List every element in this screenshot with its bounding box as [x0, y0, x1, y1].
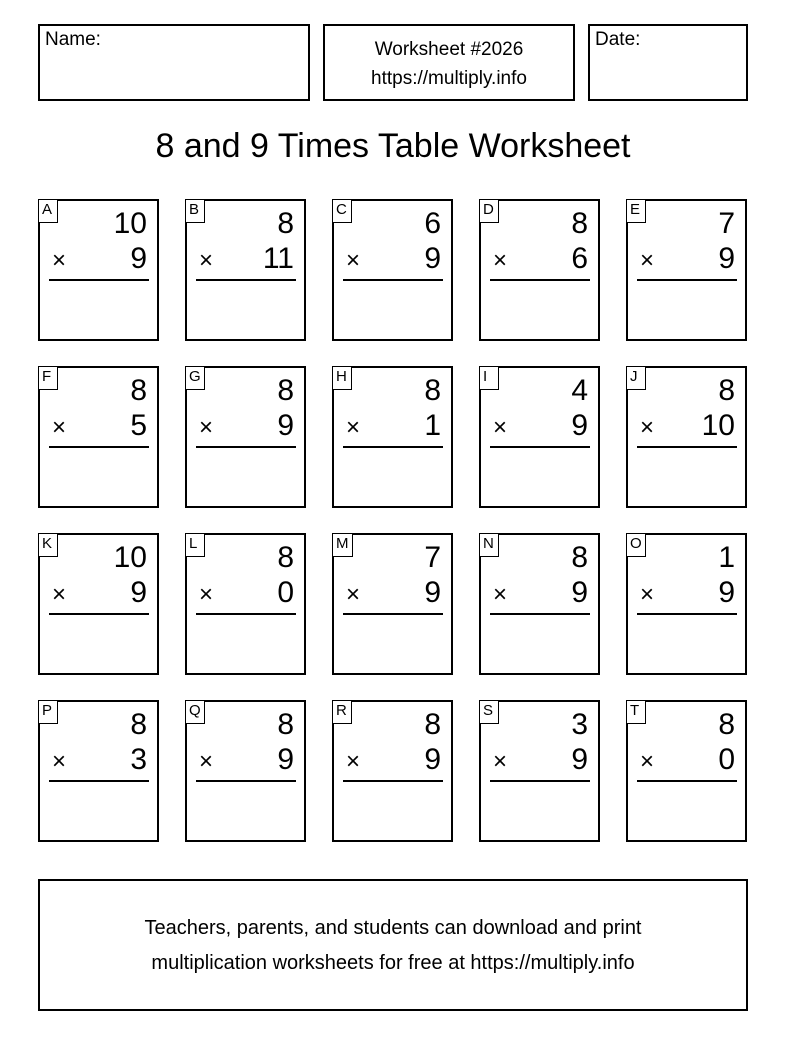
problem-card[interactable]	[332, 366, 453, 508]
multiplier: 0	[277, 576, 294, 609]
multiplier: 9	[571, 409, 588, 442]
multiplicand: 10	[113, 207, 147, 240]
worksheet-url[interactable]: https://multiply.info	[371, 68, 527, 89]
times-sign: ×	[52, 414, 67, 441]
name-field-box[interactable]	[38, 24, 310, 101]
answer-line	[637, 279, 737, 281]
answer-line	[343, 279, 443, 281]
answer-line	[490, 780, 590, 782]
multiplier: 9	[277, 743, 294, 776]
multiplicand: 8	[277, 207, 294, 240]
multiplier: 1	[424, 409, 441, 442]
multiplicand: 8	[130, 374, 147, 407]
times-sign: ×	[346, 247, 361, 274]
multiplier: 9	[130, 242, 147, 275]
multiplicand: 8	[277, 374, 294, 407]
date-field-box[interactable]	[588, 24, 748, 101]
times-sign: ×	[199, 247, 214, 274]
problem-card[interactable]	[38, 199, 159, 341]
times-sign: ×	[493, 748, 508, 775]
answer-line	[343, 613, 443, 615]
problem-letter: H	[332, 366, 352, 390]
problem-letter: G	[185, 366, 205, 390]
multiplier: 9	[571, 743, 588, 776]
multiplier: 0	[718, 743, 735, 776]
multiplier: 9	[718, 242, 735, 275]
times-sign: ×	[346, 748, 361, 775]
answer-line	[490, 279, 590, 281]
multiplier: 11	[262, 242, 294, 275]
problem-letter: A	[38, 199, 58, 223]
problem-card[interactable]	[626, 366, 747, 508]
times-sign: ×	[346, 581, 361, 608]
problem-letter: R	[332, 700, 352, 724]
worksheet-number: Worksheet #2026	[374, 39, 524, 60]
times-sign: ×	[640, 414, 655, 441]
multiplicand: 8	[718, 374, 735, 407]
multiplicand: 8	[718, 708, 735, 741]
times-sign: ×	[52, 748, 67, 775]
problem-card[interactable]	[332, 199, 453, 341]
problem-letter: L	[185, 533, 205, 557]
problem-card[interactable]	[626, 700, 747, 842]
times-sign: ×	[640, 247, 655, 274]
problem-letter: Q	[185, 700, 205, 724]
answer-line	[637, 613, 737, 615]
multiplier: 9	[718, 576, 735, 609]
answer-line	[196, 780, 296, 782]
times-sign: ×	[52, 581, 67, 608]
times-sign: ×	[493, 247, 508, 274]
problem-letter: C	[332, 199, 352, 223]
multiplicand: 8	[424, 708, 441, 741]
problem-letter: T	[626, 700, 646, 724]
page-title: 8 and 9 Times Table Worksheet	[155, 127, 631, 165]
times-sign: ×	[199, 414, 214, 441]
answer-line	[196, 446, 296, 448]
answer-line	[49, 446, 149, 448]
problem-card[interactable]	[185, 199, 306, 341]
footer-line-2: multiplication worksheets for free at https://multiply.info	[151, 952, 635, 974]
problem-letter: O	[626, 533, 646, 557]
problem-card[interactable]	[479, 700, 600, 842]
multiplicand: 7	[424, 541, 441, 574]
times-sign: ×	[640, 748, 655, 775]
problem-card[interactable]	[185, 700, 306, 842]
multiplicand: 8	[424, 374, 441, 407]
answer-line	[49, 279, 149, 281]
problem-letter: P	[38, 700, 58, 724]
problem-letter: D	[479, 199, 499, 223]
name-label: Name:	[45, 29, 101, 50]
answer-line	[49, 780, 149, 782]
problem-card[interactable]	[479, 533, 600, 675]
multiplier: 9	[130, 576, 147, 609]
multiplier: 3	[130, 743, 147, 776]
problem-letter: K	[38, 533, 58, 557]
problem-letter: N	[479, 533, 499, 557]
problem-card[interactable]	[332, 533, 453, 675]
answer-line	[196, 279, 296, 281]
answer-line	[343, 780, 443, 782]
problem-letter: E	[626, 199, 646, 223]
multiplicand: 8	[571, 541, 588, 574]
multiplier: 5	[130, 409, 147, 442]
problem-card[interactable]	[38, 366, 159, 508]
problem-card[interactable]	[479, 199, 600, 341]
problem-card[interactable]	[479, 366, 600, 508]
problem-card[interactable]	[38, 533, 159, 675]
footer-line-1: Teachers, parents, and students can download and print	[144, 917, 642, 939]
problem-card[interactable]	[626, 199, 747, 341]
times-sign: ×	[640, 581, 655, 608]
answer-line	[490, 613, 590, 615]
worksheet-info-box	[323, 24, 575, 101]
problem-card[interactable]	[38, 700, 159, 842]
multiplicand: 8	[277, 708, 294, 741]
multiplicand: 4	[571, 374, 588, 407]
answer-line	[196, 613, 296, 615]
multiplier: 9	[277, 409, 294, 442]
answer-line	[343, 446, 443, 448]
times-sign: ×	[52, 247, 67, 274]
times-sign: ×	[199, 748, 214, 775]
times-sign: ×	[346, 414, 361, 441]
answer-line	[637, 780, 737, 782]
times-sign: ×	[493, 581, 508, 608]
problem-letter: M	[332, 533, 353, 557]
problem-letter: S	[479, 700, 499, 724]
multiplicand: 10	[113, 541, 147, 574]
multiplier: 9	[424, 743, 441, 776]
problem-card[interactable]	[626, 533, 747, 675]
date-label: Date:	[595, 29, 641, 50]
multiplier: 6	[571, 242, 588, 275]
answer-line	[49, 613, 149, 615]
problem-letter: I	[479, 366, 499, 390]
problem-card[interactable]	[332, 700, 453, 842]
problem-letter: F	[38, 366, 58, 390]
problem-card[interactable]	[185, 533, 306, 675]
answer-line	[637, 446, 737, 448]
answer-line	[490, 446, 590, 448]
multiplier: 9	[424, 576, 441, 609]
times-sign: ×	[199, 581, 214, 608]
problem-card[interactable]	[185, 366, 306, 508]
multiplicand: 8	[277, 541, 294, 574]
multiplier: 9	[424, 242, 441, 275]
multiplicand: 6	[424, 207, 441, 240]
multiplicand: 8	[571, 207, 588, 240]
multiplicand: 3	[571, 708, 588, 741]
multiplicand: 7	[718, 207, 735, 240]
times-sign: ×	[493, 414, 508, 441]
multiplicand: 1	[718, 541, 735, 574]
multiplicand: 8	[130, 708, 147, 741]
problem-letter: B	[185, 199, 205, 223]
multiplier: 9	[571, 576, 588, 609]
multiplier: 10	[701, 409, 735, 442]
problem-letter: J	[626, 366, 646, 390]
footer-box	[38, 879, 748, 1011]
